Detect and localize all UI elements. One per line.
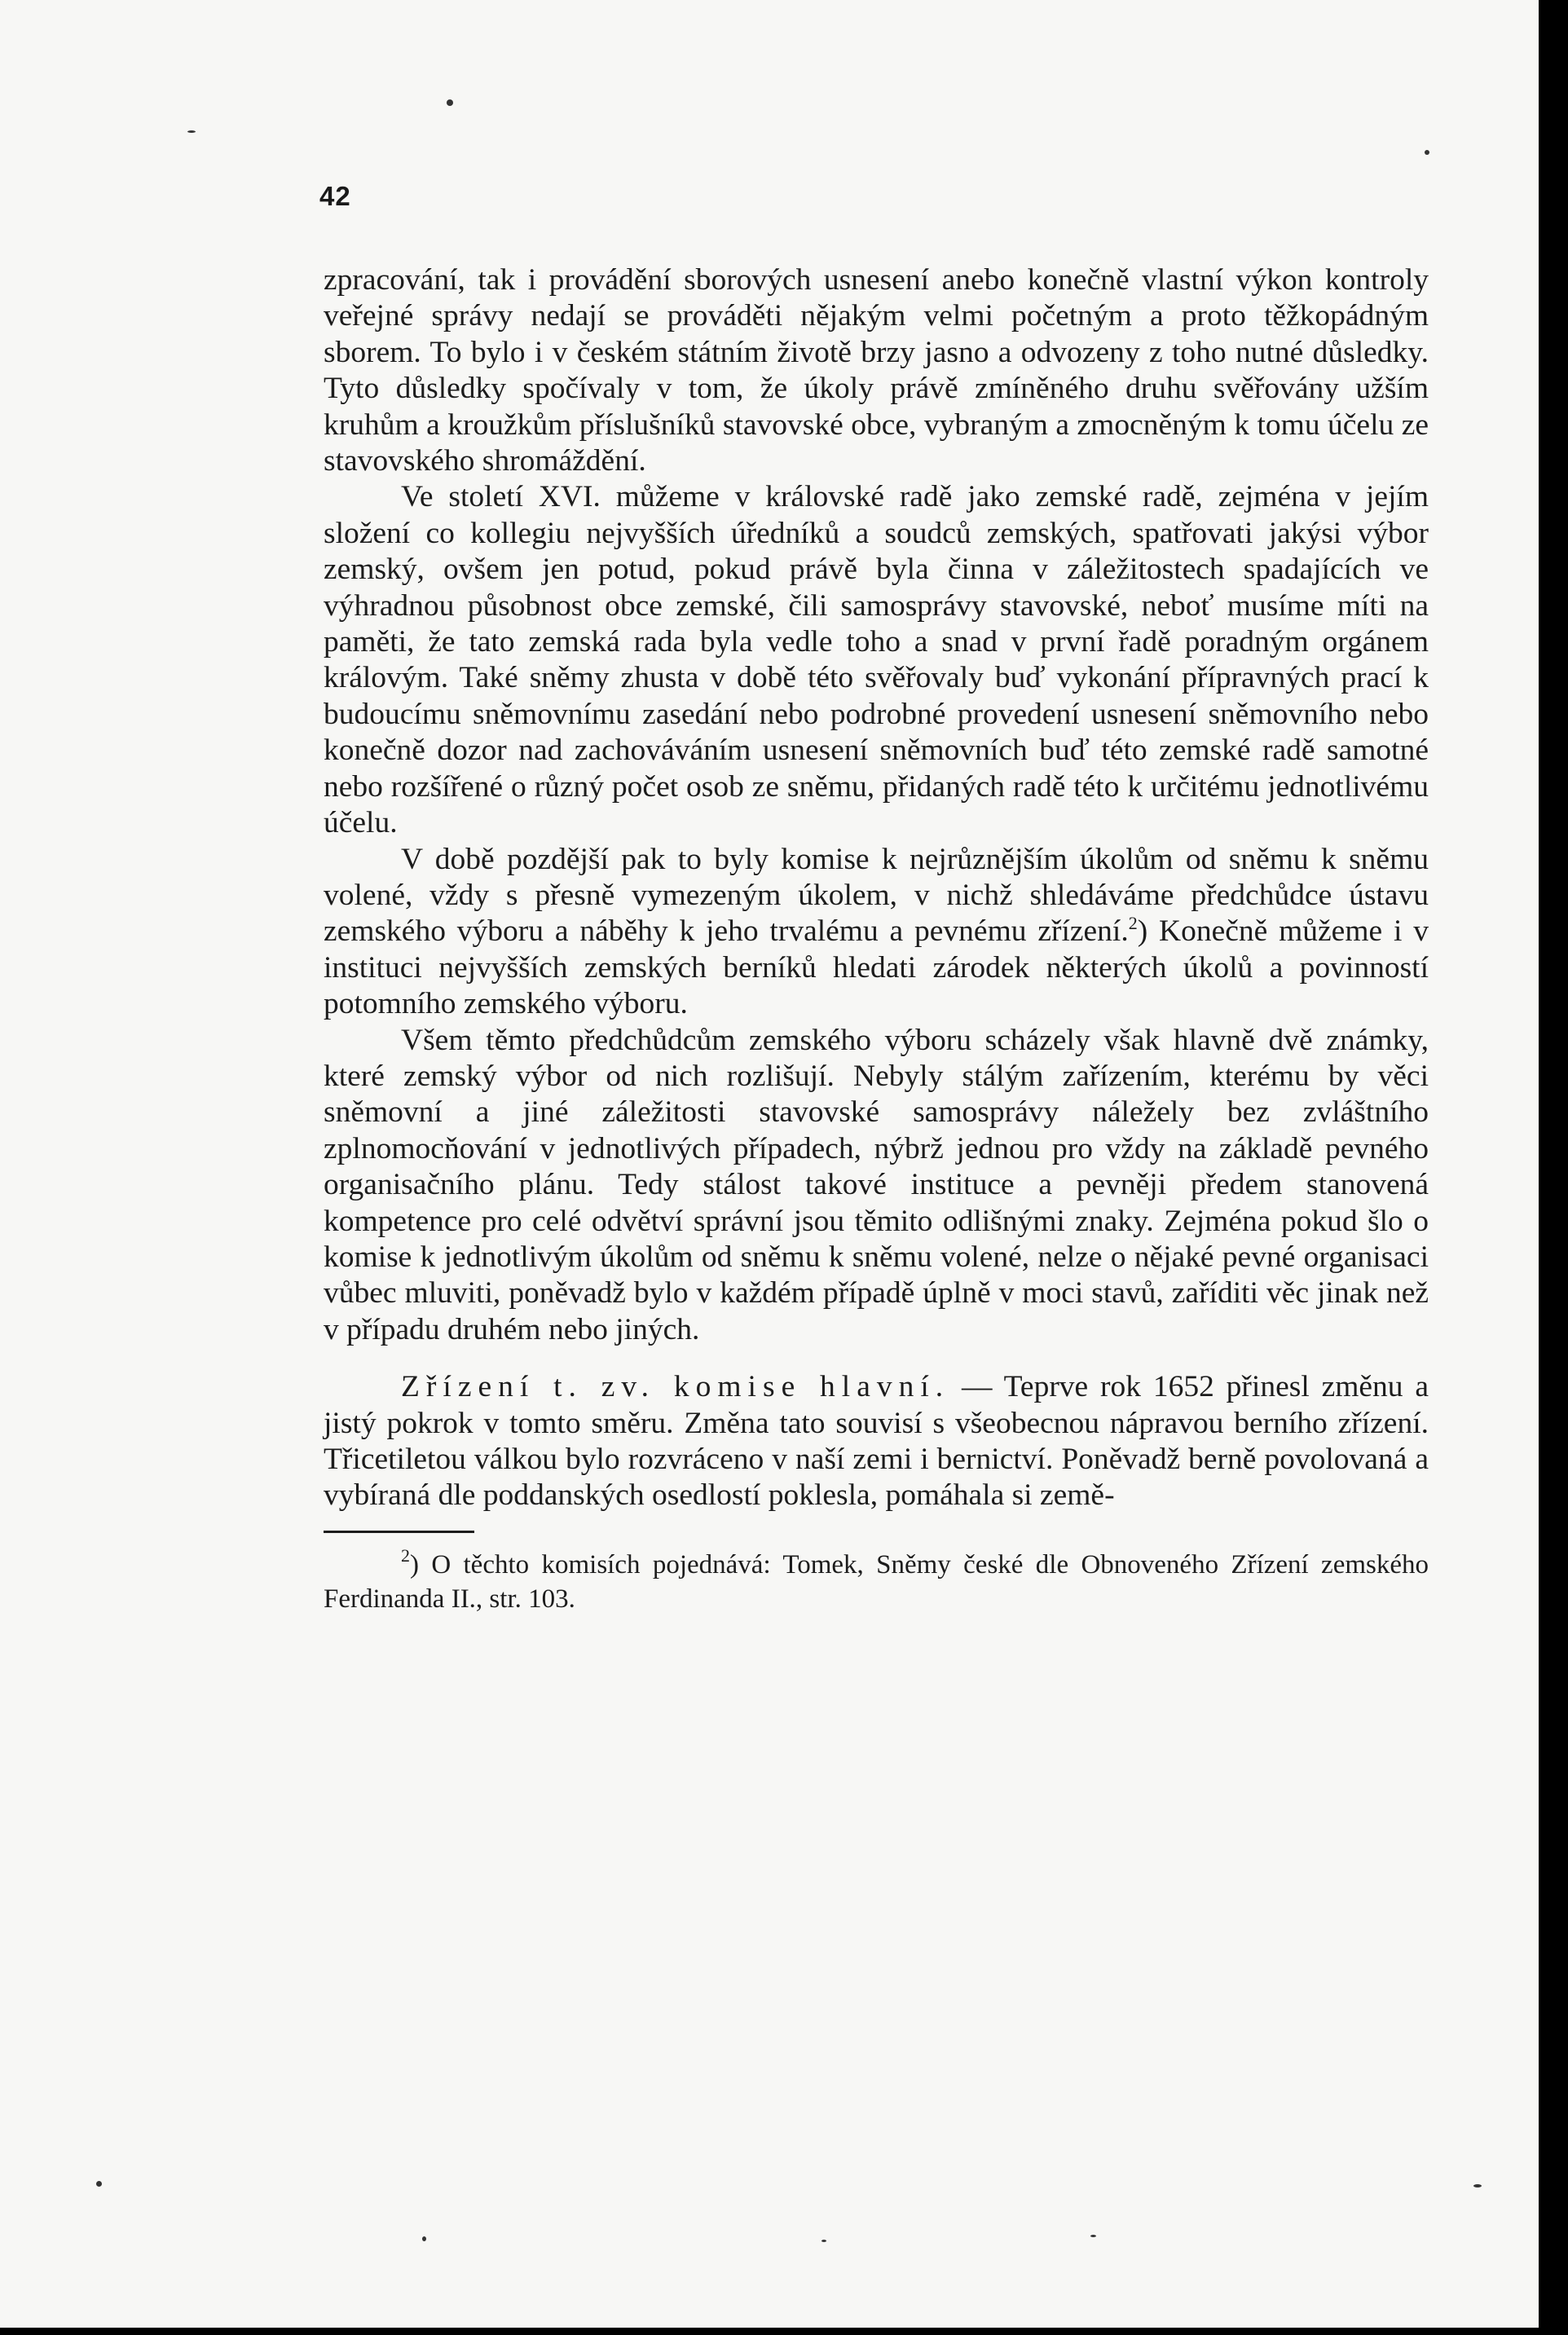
section-paragraph — [324, 1369, 1429, 1514]
paragraph-2: Ve století XVI. můžeme v královské radě jako zemské radě, zejména v jejím složení co kollegiu nejvyšších úředníků a soudců zemských, spatřovati jakýsi výbor zemský, ovšem jen potud, pokud právě byla činna v záležitostech spadajících ve výhradnou působnost obce zemské, čili samosprávy stavovské, neboť musíme míti na paměti, že tato zemská rada byla vedle toho a snad v první řadě poradným orgánem královým. Také sněmy zhusta v době této svěřovaly buď vykonání přípravných prací k budoucímu sněmovnímu zasedání nebo podrobné provedení usnesení sněmovního nebo konečně dozor nad zachováváním usnesení sněmovních buď této zemské radě samotné nebo rozšířené o různý počet osob ze sněmu, přidaných radě této k určitému jednotlivému účelu. — [324, 480, 1429, 840]
scan-speck — [1473, 2184, 1482, 2187]
footnote-mark: 2 — [401, 1544, 410, 1566]
paragraph-3 — [324, 842, 1429, 1023]
footnote — [324, 1544, 1429, 1616]
section-body: — Teprve rok 1652 přinesl změnu a jistý pokrok v tomto směru. Změna tato souvisí s všeobecnou nápravou berního zřízení. Třicetiletou válkou bylo rozvráceno v naší zemi i bernictví. Poněvadž berně povolovaná a vybíraná dle poddanských osedlostí poklesla, pomáhala si země- — [324, 1370, 1429, 1513]
paragraph-3-text: V době pozdější pak to byly komise k nejrůznějším úkolům od sněmu k sněmu volené, vždy s přesně vymezeným úkolem, v nichž shledáváme předchůdce ústavu zemského výboru a náběhy k jeho trvalému a pevnému zřízení. — [324, 842, 1429, 949]
footnote-text: ) O těchto komisích pojednává: Tomek, Sněmy české dle Obnoveného Zřízení zemského Ferdinanda II., str. 103. — [324, 1549, 1429, 1614]
footnote-reference: 2 — [1128, 913, 1138, 934]
scan-speck — [422, 2236, 426, 2241]
scan-speck — [1425, 150, 1429, 155]
scan-speck — [821, 2240, 826, 2242]
scan-speck — [187, 130, 196, 133]
scan-speck — [447, 99, 453, 106]
paragraph-1: zpracování, tak i provádění sborových usnesení anebo konečně vlastní výkon kontroly veřejné správy nedají se prováděti nějakým velmi početným a proto těžkopádným sborem. To bylo i v českém státním životě brzy jasno a odvozeny z toho nutné důsledky. Tyto důsledky spočívaly v tom, že úkoly právě zmíněného druhu svěřovány užším kruhům a kroužkům příslušníků stavovské obce, vybraným a zmocněným k tomu účelu ze stavovského shromáždění. — [324, 263, 1429, 478]
paragraph-3-continued: ) Konečně můžeme i v instituci nejvyšších zemských berníků hledati zárodek některých úkolů a povinností potomního zemského výboru. — [324, 914, 1429, 1021]
body-text — [324, 262, 1429, 1616]
footnote-divider — [324, 1531, 474, 1533]
section-heading: Zřízení t. zv. komise hlavní. — [401, 1370, 950, 1404]
page-number: 42 — [319, 181, 351, 211]
scan-speck — [1090, 2235, 1096, 2237]
paragraph-4: Všem těmto předchůdcům zemského výboru scházely však hlavně dvě známky, které zemský výbor od nich rozlišují. Nebyly stálým zařízením, kterému by věci sněmovní a jiné záležitosti stavovské samosprávy náležely bez zvláštního zplnomocňování v jednotlivých případech, nýbrž jednou pro vždy na základě pevného organisačního plánu. Tedy stálost takové instituce a pevněji předem stanovená kompetence pro celé odvětví správní jsou těmito odlišnými znaky. Zejména pokud šlo o komise k jednotlivým úkolům od sněmu k sněmu volené, nelze o nějaké pevné organisaci vůbec mluviti, poněvadž bylo v každém případě úplně v moci stavů, zaříditi věc jinak než v případu druhém nebo jiných. — [324, 1023, 1429, 1346]
scan-speck — [96, 2181, 102, 2187]
